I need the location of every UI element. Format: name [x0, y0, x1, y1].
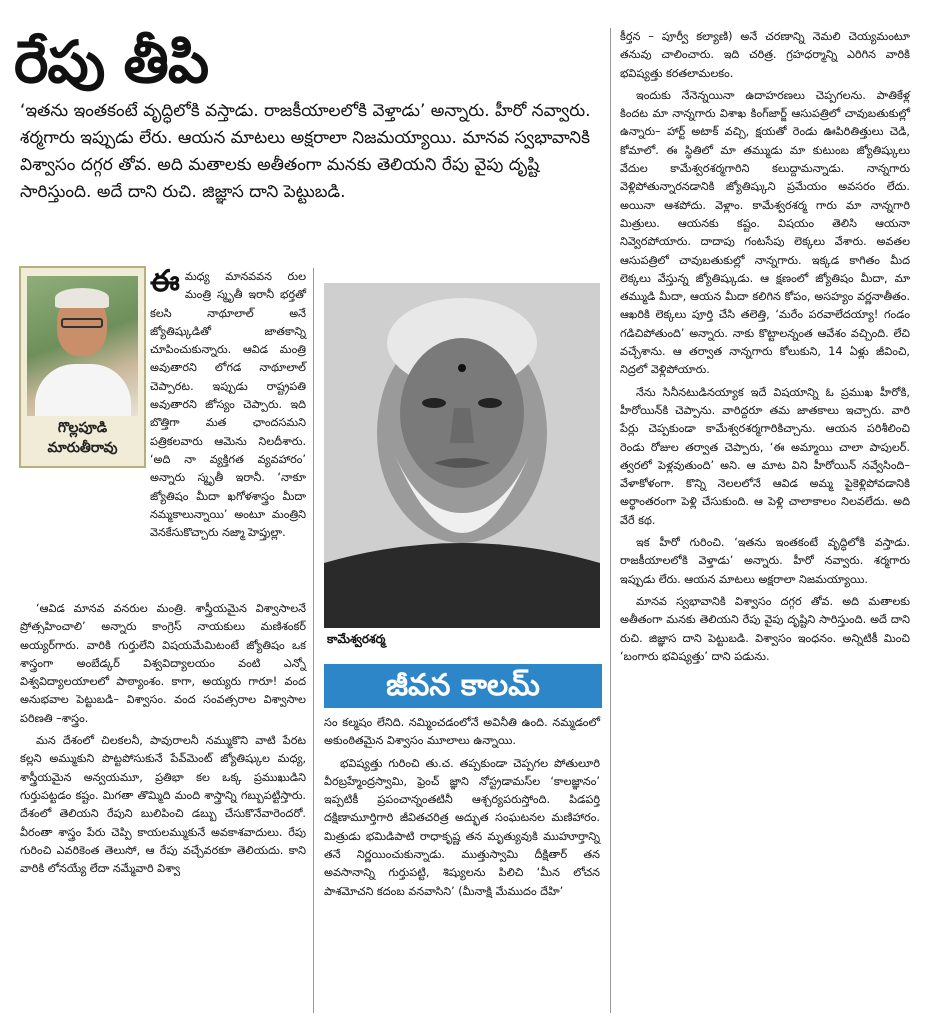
column-3	[620, 28, 910, 670]
author-name-line2: మారుతీరావు	[47, 440, 118, 456]
col1-paragraph-3: మన దేశంలో చిలకలనీ, పావురాలనీ నమ్ముకొని వాటి పేరట కల్లని అమ్ముకుని పొట్టపోసుకునే పేవ్‌మెంట్ జ్యోతిష్కుల మధ్య, శాస్త్రీయమైన అన్వయమూ, ప్రతిభా కల ఒక్క ప్రముఖుడిని గుర్తుపట్టడం కష్టం. మిగతా తొమ్మిది మంది శాస్త్రాన్ని గబ్బుపట్టిస్తారు. దేశంలో తెలియని రేపుని బులిపించి డబ్బు చేసుకొనేవారెందరో. వీరంతా శాస్త్రం పేరు చెప్పి కాయలమ్ముకునే అవకాశవాదులు. రేపు గురించి ఎవరికెంత తెలుసో, ఆ రేపు వచ్చేవరకూ తెలియదు. కాని వారికి లోనయ్యే లేదా నమ్మేవారి విశ్వా	[20, 734, 306, 876]
col2-paragraph-1: సం కల్మషం లేనిది. నమ్మించడంలోనే అవినీతి ఉంది. నమ్మడంలో అకుంఠితమైన విశ్వాసం మూలాలు ఉన్నాయి.	[324, 716, 600, 748]
col3-paragraph-5: మానవ స్వభావానికి విశ్వాసం దగ్గర తోవ. అది మతాలకు అతీతంగా మనకు తెలియని రేపు వైపు దృష్టిని సారిస్తుంది. అదే దాని రుచి. జిజ్ఞాస దాని పెట్టుబడి. విశ్వాసం ఇంధనం. అన్నిటికీ మించి ‘బంగారు భవిష్యత్తు’ దాని పడును.	[620, 594, 910, 663]
article-title: రేపు తీపి	[14, 28, 209, 96]
portrait-photo	[324, 283, 600, 628]
column-1-top	[150, 264, 306, 546]
author-name	[25, 418, 140, 458]
col3-paragraph-4: ఇక హీరో గురించి. ‘ఇతను ఇంతకంటే వృద్ధిలోకి వస్తాడు. రాజకీయాలలోకి వెళ్తాడు’ అన్నారు. హీరో నవ్వారు. శర్మగారు ఇప్పుడు లేరు. ఆయన మాటలు అక్షరాలా నిజమయ్యాయి.	[620, 536, 910, 586]
col1-paragraph-1: ఈమధ్య మానవవన రుల మంత్రి స్మృతీ ఇరానీ భర్తతో కలసి నాథూలాల్ అనే జ్యోతిష్కుడితో జాతకాన్ని చూపించుకున్నారు. ఆవిడ మంత్రి అవుతారని లోగడ నాథూలాల్ చెప్పారట. ఇప్పుడు రాష్ట్రపతి అవుతారని జోస్యం చెప్పారు. ఇది బొత్తిగా మత ఛాందసమని పత్రికలవారు ఆమెను నిలదీశారు. ‘అది నా వ్యక్తిగత వ్యవహారం’ అన్నారు స్మృతీ ఇరానీ. ‘నాకూ జ్యోతిషం మీదా ఖగోళశాస్త్రం మీదా నమ్మకాలున్నాయి’ అంటూ మంత్రిని వెనకేసుకొచ్చారు నజ్మా హెప్తుల్లా.	[150, 264, 306, 540]
column-rule-2	[610, 28, 611, 1013]
dropcap: ఈ	[150, 264, 180, 299]
article-intro: ‘ఇతను ఇంతకంటే వృద్ధిలోకి వస్తాడు. రాజకీయాలలోకి వెళ్తాడు’ అన్నారు. హీరో నవ్వారు. శర్మగారు ఇప్పుడు లేరు. ఆయన మాటలు అక్షరాలా నిజమయ్యాయి. మానవ స్వభావానికి విశ్వాసం దగ్గర తోవ. అది మతాలకు అతీతంగా మనకు తెలియని రేపు వైపు దృష్టి సారిస్తుంది. అదే దాని రుచి. జిజ్ఞాస దాని పెట్టుబడి.	[20, 101, 591, 202]
col3-paragraph-1: కీర్తన – పూర్వీ కల్యాణి) అనే చరణాన్ని నెమలి చెయ్యమంటూ తనువు చాలించారు. ఇది చరిత్ర. గ్రహధర్మాన్ని ఎరిగిన వారికి భవిష్యత్తు కరతలామలకం.	[620, 30, 910, 80]
column-2	[324, 714, 600, 905]
col3-paragraph-3: నేను సినీనటుడినయ్యాక ఇదే విషయాన్ని ఓ ప్రముఖ హీరోకి, హీరోయిన్‌కి చెప్పాను. వారిద్దరూ తమ జాతకాలు ఇచ్చారు. వారి పేర్లు చెప్పకుండా కామేశ్వరశర్మగారికిచ్చాను. ఆయన పరిశీలించి రెండు రోజుల తర్వాత చెప్పారు, ‘ఈ అమ్మాయి చాలా పాపులర్. త్వరలో పెళ్లవుతుంది’ అని. ఆ మాట విని హీరోయిన్ నవ్వేసింది– వేళాకోళంగా. కొన్ని నెలలలోనే ఆవిడ అమ్మ పైకెళ్లిపోవడానికి అర్థాంతరంగా పెళ్లి చేసుకుంది. ఆ పెళ్లి చాలాకాలం నిలవలేదు. అది వేరే కథ.	[620, 385, 910, 527]
column-rule-1	[313, 268, 314, 1013]
author-box	[19, 266, 146, 468]
portrait-illustration	[324, 283, 600, 628]
author-name-line1: గొల్లపూడి	[57, 420, 108, 436]
photo-caption: కామేశ్వరశర్మ	[327, 632, 386, 646]
col2-paragraph-2: భవిష్యత్తు గురించి తు.చ. తప్పకుండా చెప్పగల పోతులూరి వీరబ్రహ్మేంద్రస్వామి, ఫ్రెంచ్ జ్ఞాని నోస్ట్రడామస్‌ల ‘కాలజ్ఞానం’ ఇప్పటికీ ప్రపంచాన్నంతటినీ ఆశ్చర్యపరుస్తోంది. పిడపర్తి దక్షిణామూర్తిగారి జీవితచరిత్ర అద్భుత సంఘటనల మణిహారం. మిత్రుడు భమిడిపాటి రాధాకృష్ణ తన మృత్యువుకి ముహూర్తాన్ని తనే నిర్ణయించుకున్నాడు. ముత్తుస్వామి దీక్షితార్ తన అవసానాన్ని గుర్తుపట్టి, శిష్యులను పిలిచి ‘మీన లోచన పాశమోచని కదంబ వనవాసిని’ (మీనాక్షి మేముదం దేహి’	[324, 756, 600, 898]
col3-paragraph-2: ఇందుకు నేనెన్నయినా ఉదాహరణలు చెప్పగలను. పాతికేళ్ల కిందట మా నాన్నగారు విశాఖ కింగ్‌జార్జ్ ఆసుపత్రిలో చావుబతుకుల్లో ఉన్నారు– హార్ట్ అటాక్ వచ్చి, క్షయతో రెండు ఊపిరితిత్తులు చెడి, కోమాలో. ఈ స్థితిలో మా తమ్ముడు మా కుటుంబ జ్యోతిష్కులు వేదుల కామేశ్వరశర్మగారిని కలుద్దామన్నాడు. నాన్నగారు వెళ్లిపోతున్నారనడానికి జ్యోతిష్కుని ప్రమేయం అవసరం లేదు. అయినా ఆశపోదు. వెళ్లాం. కామేశ్వరశర్మ గారు మా నాన్నగారి మిత్రులు. ఆయనకు కష్టం. విషయం తెలిసి ఆయనా నివ్వెరపోయారు. దాదాపు గంటసేపు లెక్కలు వేశారు. అవతల ఆసుపత్రిలో చావుబతుకుల్లో నాన్నగారు. ఇక్కడ కాగితం మీద లెక్కలు వేస్తున్న జ్యోతిష్కుడు. ఆ క్షణంలో జ్యోతిషం మీదా, మా తమ్ముడి మీదా, ఆయన మీదా కలిగిన కోపం, అసహ్యం వర్ణనాతీతం. ఆఖరికి లెక్కలు పూర్తి చేసి తలెత్తి, ‘మరేం పరవాలేదయ్యా! గండం గడిచిపోతుంది’ అన్నారు. నాకు కొట్టాలన్నంత ఆవేశం వచ్చింది. లేచి వచ్చేశాను. ఆ తర్వాత నాన్నగారు కోలుకుని, 14 ఏళ్లు జీవించి, నిద్రలో వెళ్లిపోయారు.	[620, 88, 910, 377]
column-1-bottom	[20, 600, 306, 882]
column-banner: జీవన కాలమ్	[324, 664, 602, 708]
col1-paragraph-2: ‘ఆవిడ మానవ వనరుల మంత్రి. శాస్త్రీయమైన విశ్వాసాలనే ప్రోత్సహించాలి’ అన్నారు కాంగ్రెస్ నాయకులు మణిశంకర్ అయ్యర్‌గారు. వారికి గుర్తులేని విషయమేమిటంటే జ్యోతిషం ఒక శాస్త్రంగా అంబేడ్కర్ విశ్వవిద్యాలయం వంటి ఎన్నో విశ్వవిద్యాలయాలలో పాఠ్యాంశం. కాగా, అయ్యరు గారూ! వంద అనుభవాల పెట్టుబడి– విశ్వాసం. వంద సంవత్సరాల విశ్వాసాల పరిణతి –శాస్త్రం.	[20, 602, 306, 725]
author-photo	[27, 276, 138, 416]
